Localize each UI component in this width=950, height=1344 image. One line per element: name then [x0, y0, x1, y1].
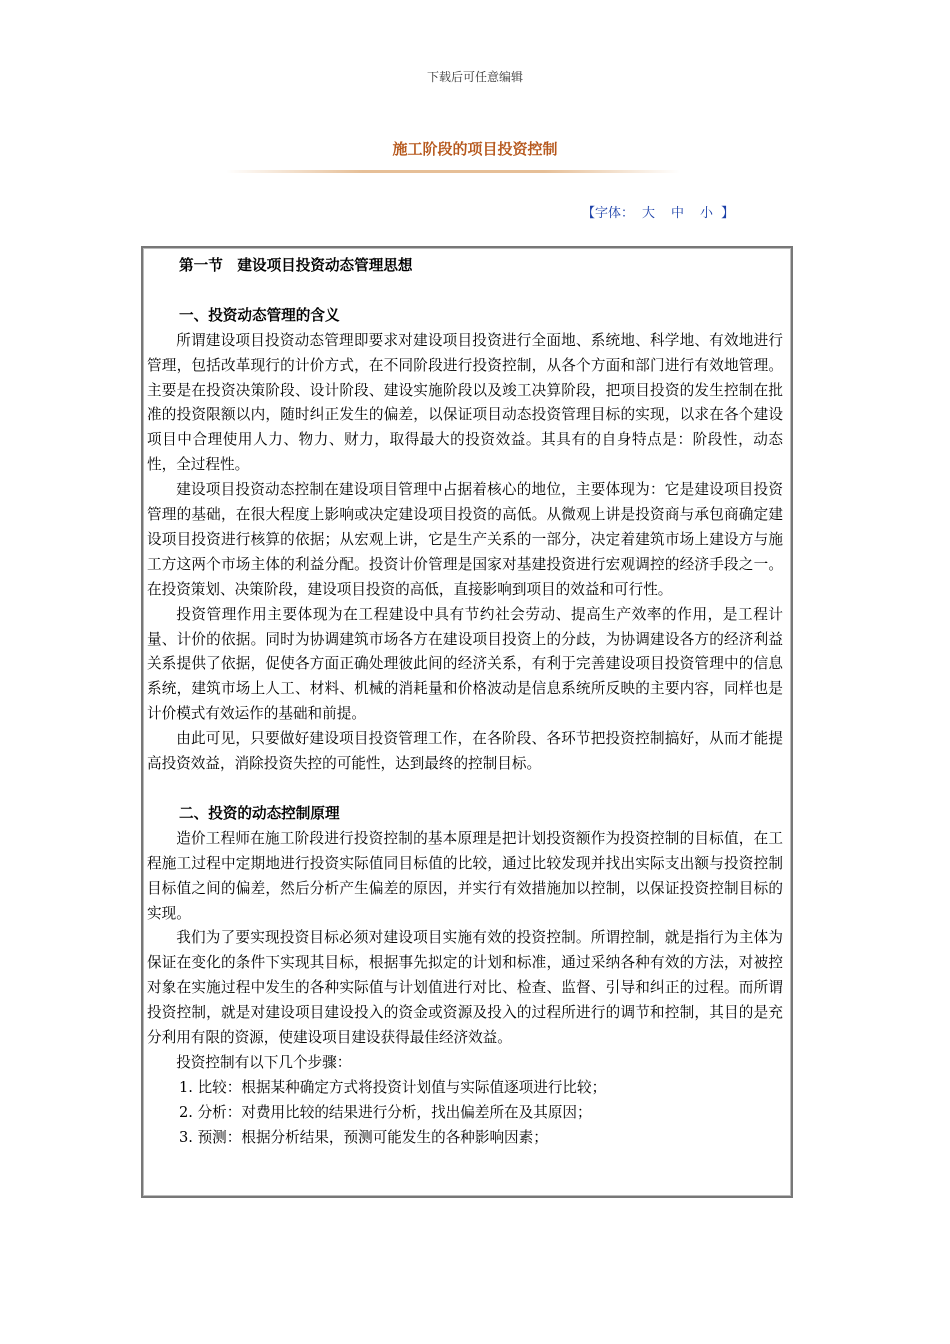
subsection-heading-2: 二、投资的动态控制原理 [179, 804, 340, 822]
paragraph: 我们为了要实现投资目标必须对建设项目实施有效的投资控制。所谓控制，就是指行为主体为保证在变化的条件下实现其目标，根据事先拟定的计划和标准，通过采纳各种有效的方法，对被控对象在实施过程中发生的各种实际值与计划值进行对比、检查、监督、引导和纠正的过程。而所谓投资控制，就是对建设项目建设投入的资金或资源及投入的过程所进行的调节和控制，其目的是充分利用有限的资源，使建设项目建设获得最佳经济效益。 [147, 929, 783, 1047]
font-size-selector [582, 202, 734, 221]
article-content [147, 254, 783, 1151]
step-item: 2. 分析：对费用比较的结果进行分析，找出偏差所在及其原因； [179, 1103, 592, 1121]
paragraph: 建设项目投资动态控制在建设项目管理中占据着核心的地位，主要体现为：它是建设项目投资管理的基础，在很大程度上影响或决定建设项目投资的高低。从微观上讲是投资商与承包商确定建设项目投资进行核算的依据；从宏观上讲，它是生产关系的一部分，决定着建筑市场上建设方与施工方这两个市场主体的利益分配。投资计价管理是国家对基建投资进行宏观调控的经济手段之一。在投资策划、决策阶段，建设项目投资的高低，直接影响到项目的效益和可行性。 [147, 481, 783, 598]
paragraph: 投资控制有以下几个步骤： [176, 1053, 352, 1071]
step-item: 1. 比较：根据某种确定方式将投资计划值与实际值逐项进行比较； [179, 1078, 607, 1096]
font-medium-link[interactable]: 中 [671, 206, 685, 221]
page-title: 施工阶段的项目投资控制 [392, 140, 558, 158]
header-note: 下载后可任意编辑 [426, 70, 523, 84]
font-bar-prefix: 【字体： [582, 206, 635, 221]
font-bar-suffix: 】 [721, 206, 735, 221]
title-divider [226, 170, 680, 173]
section-heading: 第一节 建设项目投资动态管理思想 [179, 257, 413, 274]
font-large-link[interactable]: 大 [642, 206, 656, 221]
paragraph: 造价工程师在施工阶段进行投资控制的基本原理是把计划投资额作为投资控制的目标值，在工程施工过程中定期地进行投资实际值同目标值的比较，通过比较发现并找出实际支出额与投资控制目标值之间的偏差，然后分析产生偏差的原因，并实行有效措施加以控制，以保证投资控制目标的实现。 [147, 829, 783, 922]
article-box [141, 246, 793, 1198]
font-small-link[interactable]: 小 [700, 206, 714, 221]
step-item: 3. 预测：根据分析结果，预测可能发生的各种影响因素； [179, 1128, 548, 1146]
paragraph: 所谓建设项目投资动态管理即要求对建设项目投资进行全面地、系统地、科学地、有效地进行管理，包括改革现行的计价方式，在不同阶段进行投资控制，从各个方面和部门进行有效地管理。主要是在投资决策阶段、设计阶段、建设实施阶段以及竣工决算阶段，把项目投资的发生控制在批准的投资限额以内，随时纠正发生的偏差，以保证项目动态投资管理目标的实现，以求在各个建设项目中合理使用人力、物力、财力，取得最大的投资效益。其具有的自身特点是：阶段性，动态性，全过程性。 [147, 331, 783, 474]
subsection-heading-1: 一、投资动态管理的含义 [179, 306, 340, 324]
paragraph: 投资管理作用主要体现为在工程建设中具有节约社会劳动、提高生产效率的作用，是工程计量、计价的依据。同时为协调建筑市场各方在建设项目投资上的分歧，为协调建设各方的经济利益关系提供了依据，促使各方面正确处理彼此间的经济关系，有利于完善建设项目投资管理中的信息系统，建筑市场上人工、材料、机械的消耗量和价格波动是信息系统所反映的主要内容，同样也是计价模式有效运作的基础和前提。 [147, 605, 783, 723]
paragraph: 由此可见，只要做好建设项目投资管理工作，在各阶段、各环节把投资控制搞好，从而才能提高投资效益，消除投资失控的可能性，达到最终的控制目标。 [147, 730, 783, 773]
